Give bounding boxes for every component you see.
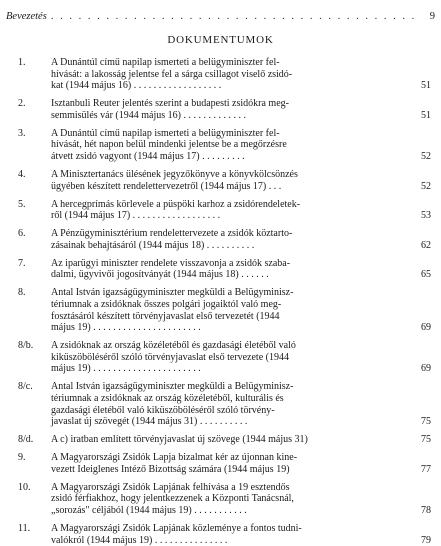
entry-title-line: A Minisztertanács ülésének jegyzőkönyve a könyvkölcsönzés [51, 169, 298, 180]
intro-page-number: 9 [429, 11, 435, 22]
entry-page-number: 65 [421, 269, 431, 281]
entry-number: 11. [18, 523, 31, 534]
entry-page-number: 52 [421, 150, 431, 162]
entry-number: 3. [18, 127, 26, 139]
entry-title [51, 169, 411, 192]
entry-title-line: hívását: a lakosság jelentse fel a sárga csillagot viselő zsidó- [51, 68, 293, 80]
entry-page-number: 52 [421, 180, 431, 192]
entry-number: 8/d. [18, 434, 34, 446]
entry-title-line: átvett zsidó vagyont (1944 május 17) . . . . . . . . . [51, 150, 245, 162]
entry-page-number: 69 [421, 363, 431, 375]
entry-title [51, 228, 411, 251]
entry-page-number: 78 [421, 504, 431, 516]
entry-title-line: valókról (1944 május 19) . . . . . . . . . . . . . . . [51, 534, 228, 546]
entry-title-line: dalmi, ügyvivői jogosítványát (1944 május 18) . . . . . . [51, 269, 269, 281]
entry-title [51, 434, 411, 446]
entry-title-line: A zsidóknak az ország közéletéből és gazdasági életéből való [51, 340, 296, 352]
entry-title-line: A c) iratban említett törvényjavaslat új szövege (1944 május 31) [51, 434, 308, 446]
entry-title-line: zsidó férfiakhoz, hogy jelentkezzenek a Központi Tanácsnál, [51, 493, 294, 505]
entry-number: 8/b. [18, 340, 34, 352]
entry-number: 7. [18, 257, 26, 269]
entry-title-line: Az iparügyi miniszter rendelete visszavonja a zsidók szaba- [51, 257, 291, 269]
entry-page-number: 77 [421, 463, 431, 475]
entry-title [51, 452, 411, 475]
entry-title [51, 340, 411, 375]
entry-title-line: A Dunántúl című napilap ismerteti a belügyminiszter fel- [51, 57, 280, 68]
entry-title-line: fosztásáról készített törvényjavaslat első tervezetét (1944 [51, 310, 280, 322]
entry-page-number: 53 [421, 210, 431, 222]
entry-title-line: tériumnak a zsidóknak ősszes polgári jogaiktól való meg- [51, 298, 282, 310]
entry-title [51, 381, 411, 427]
entry-title-line: A Magyarországi Zsidók Lapjának felhívása a 19 esztendős [51, 481, 290, 493]
entry-page-number: 79 [421, 534, 431, 546]
entry-title-line: A Pénzügyminisztérium rendelettervezete a zsidók köztarto- [51, 228, 293, 240]
entry-title-line: A Magyarországi Zsidók Lapja bizalmat kér az újonnan kine- [51, 452, 298, 464]
entry-title-line: vezett Ideiglenes Intéző Bizottság számára (1944 május 19) [51, 463, 290, 475]
entry-title-line: Antal István igazságügyminiszter megküldi a Belügyminisz- [51, 381, 294, 393]
entry-title [51, 98, 411, 121]
entry-title-line: ügyében készített rendelettervezetről (1944 május 17) . . . [51, 180, 282, 192]
entry-page-number: 75 [421, 416, 431, 428]
entry-number: 10. [18, 481, 31, 493]
entry-title-line: A Magyarországi Zsidók Lapjának közleménye a fontos tudni- [51, 523, 302, 534]
entry-page-number: 69 [421, 322, 431, 334]
entry-number: 1. [18, 57, 26, 68]
entry-title-line: május 19) . . . . . . . . . . . . . . . . . . . . . . [51, 363, 201, 375]
entry-number: 6. [18, 228, 26, 240]
entry-page-number: 62 [421, 239, 431, 251]
entry-title-line: gazdasági életéből való kiküszöböléséről szóló törvény- [51, 404, 275, 416]
entry-title-line: ről (1944 május 17) . . . . . . . . . . . . . . . . . . [51, 210, 221, 222]
entry-number: 5. [18, 198, 26, 210]
entry-title-line: semmisülés vár (1944 május 16) . . . . . . . . . . . . . [51, 109, 246, 121]
entry-title-line: kiküszöböléséről szóló törvényjavaslat első tervezete (1944 [51, 351, 289, 363]
entry-title [51, 199, 411, 222]
dot-leader [51, 11, 417, 22]
entry-number: 9. [18, 452, 26, 464]
entry-title-line: Antal István igazságügyminiszter megküldi a Belügyminisz- [51, 287, 294, 299]
entry-number: 8. [18, 287, 26, 299]
entry-title-line: tériumnak a zsidóknak az ország közéletéből, kulturális és [51, 392, 284, 404]
entry-title-line: A hercegprímás körlevele a püspöki karhoz a zsidórendeletek- [51, 198, 301, 210]
entry-title [51, 57, 411, 92]
entry-title [51, 482, 411, 517]
section-heading: DOKUMENTUMOK [167, 34, 274, 46]
entry-title-line: kat (1944 május 16) . . . . . . . . . . . . . . . . . . [51, 80, 222, 92]
entry-page-number: 51 [421, 109, 431, 121]
entry-title-line: május 19) . . . . . . . . . . . . . . . . . . . . . . [51, 322, 201, 334]
intro-entry [6, 11, 435, 22]
entry-page-number: 75 [421, 434, 431, 446]
entry-title [51, 523, 411, 546]
entry-page-number: 51 [421, 80, 431, 92]
intro-label: Bevezetés [6, 11, 47, 22]
entry-title [51, 128, 411, 163]
entry-title-line: hívását, hét napon belül mindenki jelentse be a megőrzésre [51, 139, 287, 151]
entry-title-line: zásainak behajtásáról (1944 május 18) . . . . . . . . . . [51, 239, 255, 251]
entry-title [51, 258, 411, 281]
entry-title [51, 287, 411, 333]
entry-number: 4. [18, 169, 26, 180]
entry-title-line: „sorozás" céljából (1944 május 19) . . . . . . . . . . . [51, 504, 247, 516]
entry-number: 2. [18, 98, 26, 110]
entry-title-line: Isztanbuli Reuter jelentés szerint a budapesti zsidókra meg- [51, 98, 289, 110]
entry-number: 8/c. [18, 381, 33, 393]
entry-title-line: A Dunántúl című napilap ismerteti a belügyminiszter fel- [51, 127, 280, 139]
entry-title-line: javaslat új szövegét (1944 május 31) . . . . . . . . . . [51, 416, 248, 428]
